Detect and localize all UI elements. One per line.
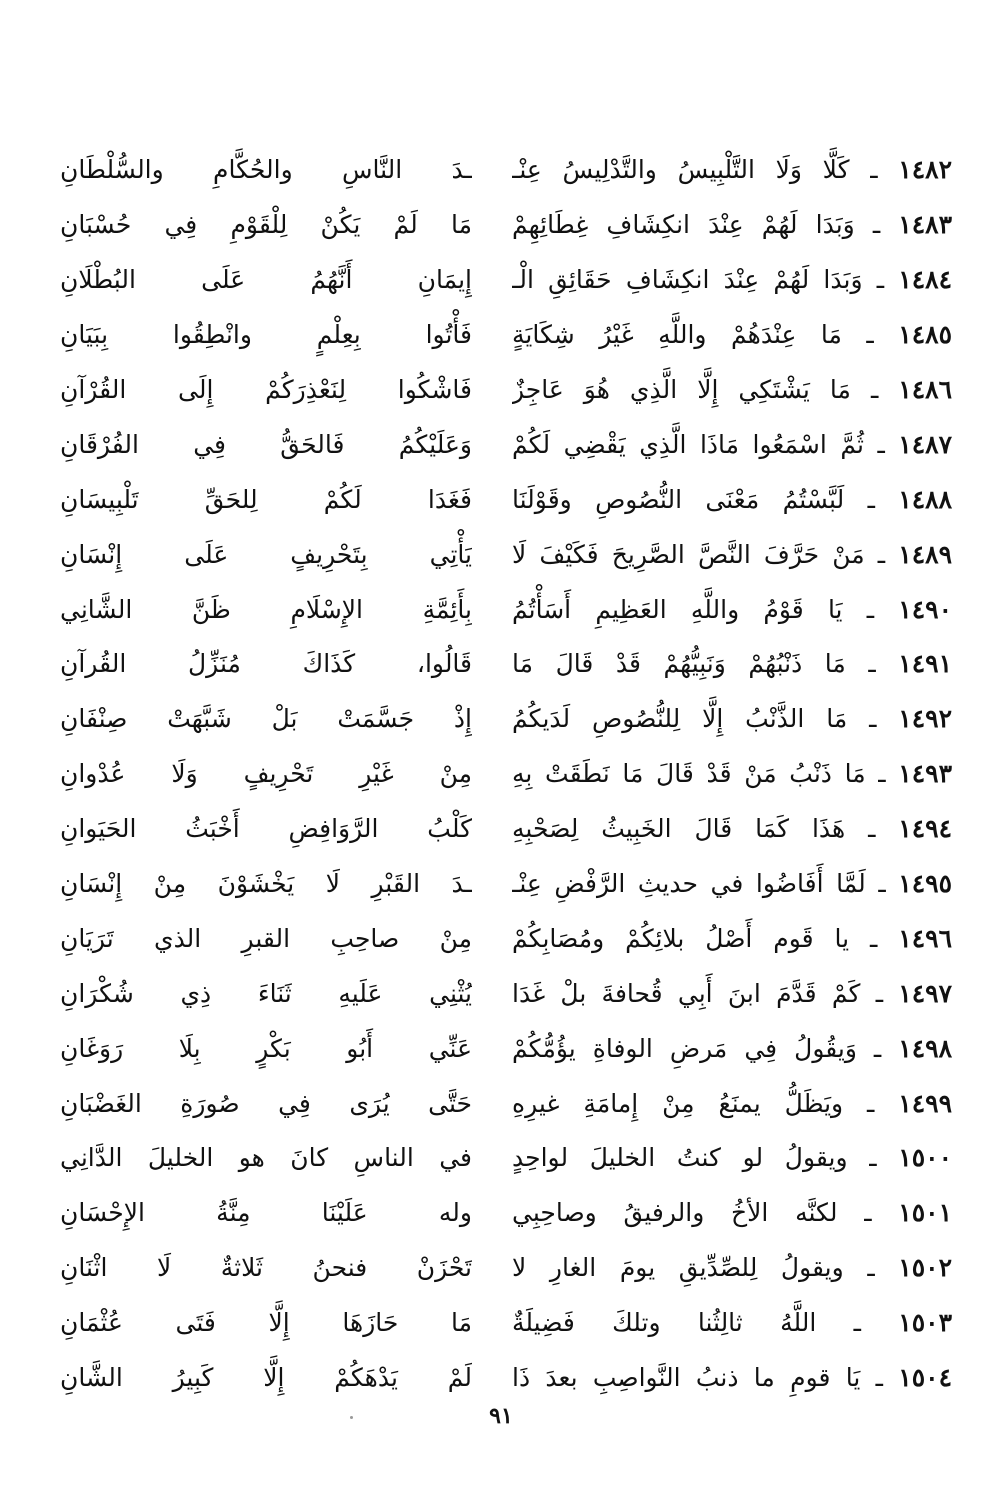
verse-first-text: يَا قومِ ما ذنبُ النَّواصِبِ بعدَ ذَا: [512, 1363, 861, 1393]
verse-second-hemistich: وَعَلَيْكُمُ فَالحَقُّ فِي الفُرْقَانِ: [60, 429, 472, 459]
verse-separator: ـ: [845, 814, 899, 844]
verse-second-hemistich: عَنِّي أَبُو بَكْرٍ بِلَا رَوَغَانِ: [60, 1033, 472, 1063]
verse-row: [60, 692, 952, 747]
verse-separator: ـ: [845, 649, 899, 679]
verse-first-text: اللَّهُ ثالِثُنا وتلكَ فَضِيلَةٌ: [512, 1308, 817, 1338]
verse-number: ١٤٨٤: [898, 265, 952, 295]
verse-row: [60, 1021, 952, 1076]
verse-second-hemistich: قَالُوا، كَذَاكَ مُنَزِّلُ القُرآنِ: [60, 649, 472, 679]
verse-second-hemistich: ـدَ النَّاسِ والحُكَّامِ والسُّلْطَانِ: [60, 155, 472, 185]
verse-number: ١٤٩١: [898, 649, 952, 679]
verse-number: ١٤٩٦: [898, 923, 952, 953]
verse-number: ١٤٩٨: [898, 1033, 952, 1063]
verse-row: [60, 198, 952, 253]
verse-first-hemistich: [512, 1241, 952, 1295]
verse-number: ١٤٩٤: [898, 814, 952, 844]
verse-number: ١٤٨٢: [898, 155, 952, 185]
verse-separator: ـ: [842, 594, 899, 624]
verse-first-text: مَا يَشْتَكِي إِلَّا الَّذِي هُوَ عَاجِزٌ: [512, 375, 851, 404]
verse-second-hemistich: بِأَئِمَّةِ الإِسْلَامِ ظَنَّ الشَّانِي: [60, 594, 472, 624]
verse-second-hemistich: مَا لَمْ يَكُنْ لِلْقَوْمِ فِي حُسْبَانِ: [60, 210, 472, 240]
verse-first-hemistich: [512, 1022, 952, 1076]
verse-first-text: لَبَّسْتُمُ مَعْنَى النُّصُوصِ وقَوْلَنَا: [512, 484, 845, 514]
verse-row: [60, 363, 952, 418]
verse-row: [60, 857, 952, 912]
verse-first-hemistich: [512, 637, 952, 691]
verse-row: [60, 1296, 952, 1351]
verse-row: [60, 1186, 952, 1241]
verse-number: ١٥٠١: [898, 1198, 952, 1228]
verse-first-text: مَا ذَنْبُهُمْ وَنَبِيُّهُمْ قَدْ قَالَ مَا: [512, 649, 846, 679]
verse-first-text: ويَظَلُّ يمنَعُ مِنْ إِمامَةِ غيرِهِ: [512, 1088, 844, 1118]
verse-row: [60, 966, 952, 1021]
verse-row: [60, 253, 952, 308]
verse-second-hemistich: لَمْ يَدْهَكُمْ إِلَّا كَبِيرُ الشَّانِ: [60, 1363, 472, 1393]
verse-first-text: ثُمَّ اسْمَعُوا مَاذَا الَّذِي يَقْضِي لَكُمْ: [512, 429, 864, 459]
verse-first-hemistich: [512, 912, 952, 966]
verse-number: ١٤٩٢: [898, 704, 952, 734]
verse-row: [60, 911, 952, 966]
verse-first-text: وَيقُولُ فِي مَرضِ الوفاةِ يؤُمُّكُمْ: [512, 1033, 857, 1063]
verse-first-hemistich: [512, 967, 952, 1021]
verse-row: [60, 747, 952, 802]
verse-first-hemistich: [512, 802, 952, 856]
verse-row: [60, 143, 952, 198]
verse-second-hemistich: مِنْ صاحِبِ القبرِ الذي تَرَيَانِ: [60, 923, 472, 953]
verse-row: [60, 1241, 952, 1296]
verse-first-hemistich: [512, 1296, 952, 1350]
verse-separator: ـ: [860, 1363, 899, 1393]
verse-number: ١٤٩٩: [898, 1088, 952, 1118]
verse-first-text: يا قَوم أَصْلُ بلائِكُمْ ومُصَابِكُمْ: [512, 923, 850, 953]
verse-second-hemistich: وله عَلَيْنَا مِنَّةُ الإِحْسَانِ: [60, 1198, 472, 1228]
verse-row: [60, 308, 952, 363]
verse-first-hemistich: [512, 1351, 952, 1405]
verse-row: [60, 1076, 952, 1131]
verse-separator: ـ: [854, 210, 899, 240]
verse-number: ١٥٠٢: [898, 1253, 952, 1283]
verse-second-hemistich: مَا حَازَهَا إِلَّا فَتَى عُثْمَانِ: [60, 1308, 472, 1338]
verse-second-hemistich: في الناسِ كانَ هو الخليلَ الدَّانِي: [60, 1143, 472, 1173]
verse-number: ١٤٩٠: [898, 594, 952, 624]
verse-separator: ـ: [856, 1033, 899, 1063]
verse-separator: ـ: [847, 1143, 899, 1173]
verse-first-text: مَا عِنْدَهُمْ واللَّهِ غَيْرُ شِكَايَةٍ: [512, 320, 842, 350]
verse-number: ١٤٩٣: [898, 759, 952, 789]
verse-first-text: يَا قَوْمُ واللَّهِ العَظِيمِ أَسَأْتُمُ: [512, 594, 843, 624]
verse-number: ١٤٩٧: [898, 978, 952, 1008]
verse-number: ١٤٨٧: [898, 429, 952, 459]
verse-number: ١٤٨٥: [898, 320, 952, 350]
verse-row: [60, 582, 952, 637]
verse-first-text: لَمَّا أَفَاضُوا في حديثِ الرَّفْضِ عِنْـ: [512, 869, 866, 899]
verse-first-hemistich: [512, 473, 952, 527]
ink-speck: [350, 1416, 353, 1419]
verse-second-hemistich: إِيمَانِ أَنَّهُمُ عَلَى البُطْلَانِ: [60, 265, 472, 295]
verse-row: [60, 637, 952, 692]
verse-separator: ـ: [863, 429, 899, 459]
verse-first-hemistich: [512, 747, 952, 801]
verse-first-hemistich: [512, 198, 952, 252]
verse-separator: ـ: [843, 1253, 899, 1283]
verse-separator: ـ: [850, 375, 899, 404]
verse-number: ١٤٨٩: [898, 539, 952, 569]
verse-second-hemistich: حَتَّى يُرَى فِي صُورَةِ الغَضْبَانِ: [60, 1088, 472, 1118]
verse-first-hemistich: [512, 308, 952, 362]
verse-first-hemistich: [512, 1131, 952, 1185]
verse-row: [60, 472, 952, 527]
verse-first-hemistich: [512, 583, 952, 637]
verse-second-hemistich: فَأْتُوا بِعِلْمٍ وانْطِقُوا بِبَيَانِ: [60, 320, 472, 350]
verse-first-text: كَمْ قَدَّمَ ابنَ أَبِي قُحافةَ بلْ غَدَا: [512, 978, 861, 1008]
verse-first-text: ويقولُ لو كنتُ الخليلَ لواحِدٍ: [512, 1143, 848, 1173]
verse-first-hemistich: [512, 143, 952, 197]
page-number: ٩١: [489, 1403, 513, 1429]
verse-separator: ـ: [860, 978, 899, 1008]
verse-separator: ـ: [865, 759, 899, 789]
verse-first-hemistich: [512, 363, 952, 417]
verse-number: ١٤٩٥: [898, 869, 952, 899]
verse-second-hemistich: كَلْبُ الرَّوَافِضِ أَخْبَثُ الحَيَوانِ: [60, 814, 472, 844]
verse-number: ١٤٨٦: [898, 375, 952, 404]
verse-first-text: مَا ذَنْبُ مَنْ قَدْ قَالَ مَا نَطَقَتْ بِهِ: [512, 759, 866, 789]
verse-separator: ـ: [837, 1198, 899, 1228]
verse-separator: ـ: [844, 484, 899, 514]
verse-separator: ـ: [864, 539, 899, 569]
verse-first-text: وَبَدَا لَهُمْ عِنْدَ انكِشَافِ غِطَائِهِمْ: [512, 210, 855, 240]
verse-first-text: ويقولُ لِلصِّدِّيقِ يومَ الغارِ لا: [512, 1253, 844, 1283]
verse-first-hemistich: [512, 253, 952, 307]
verse-separator: ـ: [865, 869, 899, 899]
verse-second-hemistich: ـدَ القَبْرِ لَا يَخْشَوْنَ مِنْ إِنْسَانِ: [60, 869, 472, 899]
verse-row: [60, 1351, 952, 1406]
verse-number: ١٥٠٠: [898, 1143, 952, 1173]
verse-first-text: كَلَّا وَلَا التَّلْبِيسُ والتَّدْلِيسُ عِنْـ: [512, 155, 850, 185]
verse-row: [60, 527, 952, 582]
verse-first-hemistich: [512, 692, 952, 746]
verse-first-hemistich: [512, 1077, 952, 1131]
verse-second-hemistich: مِنْ غَيْرِ تَحْرِيفٍ وَلَا عُدْوانِ: [60, 759, 472, 789]
verse-first-hemistich: [512, 857, 952, 911]
verse-separator: ـ: [849, 923, 899, 953]
verse-first-text: لكنَّه الأخُ والرفيقُ وصاحِبِي: [512, 1198, 838, 1228]
verse-number: ١٤٨٨: [898, 484, 952, 514]
verse-second-hemistich: فَاشْكُوا لِنَعْذِرَكُمْ إِلَى القُرْآنِ: [60, 375, 472, 404]
verse-first-hemistich: [512, 418, 952, 472]
verse-first-text: مَنْ حَرَّفَ النَّصَّ الصَّرِيحَ فَكَيْفَ لَا: [512, 539, 865, 569]
verse-second-hemistich: تَحْزَنْ فنحنُ ثَلاثةٌ لَا اثْنَانِ: [60, 1253, 472, 1283]
verse-separator: ـ: [847, 704, 899, 734]
verse-number: ١٥٠٤: [898, 1363, 952, 1393]
verse-separator: ـ: [841, 320, 899, 350]
verse-separator: ـ: [843, 1088, 899, 1118]
verse-row: [60, 1131, 952, 1186]
verse-second-hemistich: يَأْتِي بِتَحْرِيفٍ عَلَى إِنْسَانِ: [60, 539, 472, 569]
verse-row: [60, 417, 952, 472]
poem-verses: [60, 143, 952, 1405]
verse-number: ١٥٠٣: [898, 1308, 952, 1338]
verse-first-text: مَا الذَّنْبُ إِلَّا لِلنُّصُوصِ لَدَيكُمُ: [512, 704, 848, 734]
verse-first-text: هَذَا كَمَا قَالَ الخَبِيثُ لِصَحْبِهِ: [512, 814, 846, 844]
verse-separator: ـ: [849, 155, 899, 185]
verse-row: [60, 802, 952, 857]
verse-second-hemistich: فَغَدَا لَكُمْ لِلحَقِّ تَلْبِيسَانِ: [60, 484, 472, 514]
verse-first-text: وَبَدَا لَهُمْ عِنْدَ انكِشَافِ حَقَائِقِ الْـ: [512, 265, 863, 295]
verse-first-hemistich: [512, 528, 952, 582]
verse-first-hemistich: [512, 1186, 952, 1240]
verse-second-hemistich: إِذْ جَسَّمَتْ بَلْ شَبَّهَتْ صِنْفَانِ: [60, 704, 472, 734]
verse-number: ١٤٨٣: [898, 210, 952, 240]
verse-separator: ـ: [862, 265, 899, 295]
verse-second-hemistich: يُثْنِي عَلَيهِ ثَنَاءَ ذِي شُكْرَانِ: [60, 978, 472, 1008]
verse-separator: ـ: [816, 1308, 899, 1338]
